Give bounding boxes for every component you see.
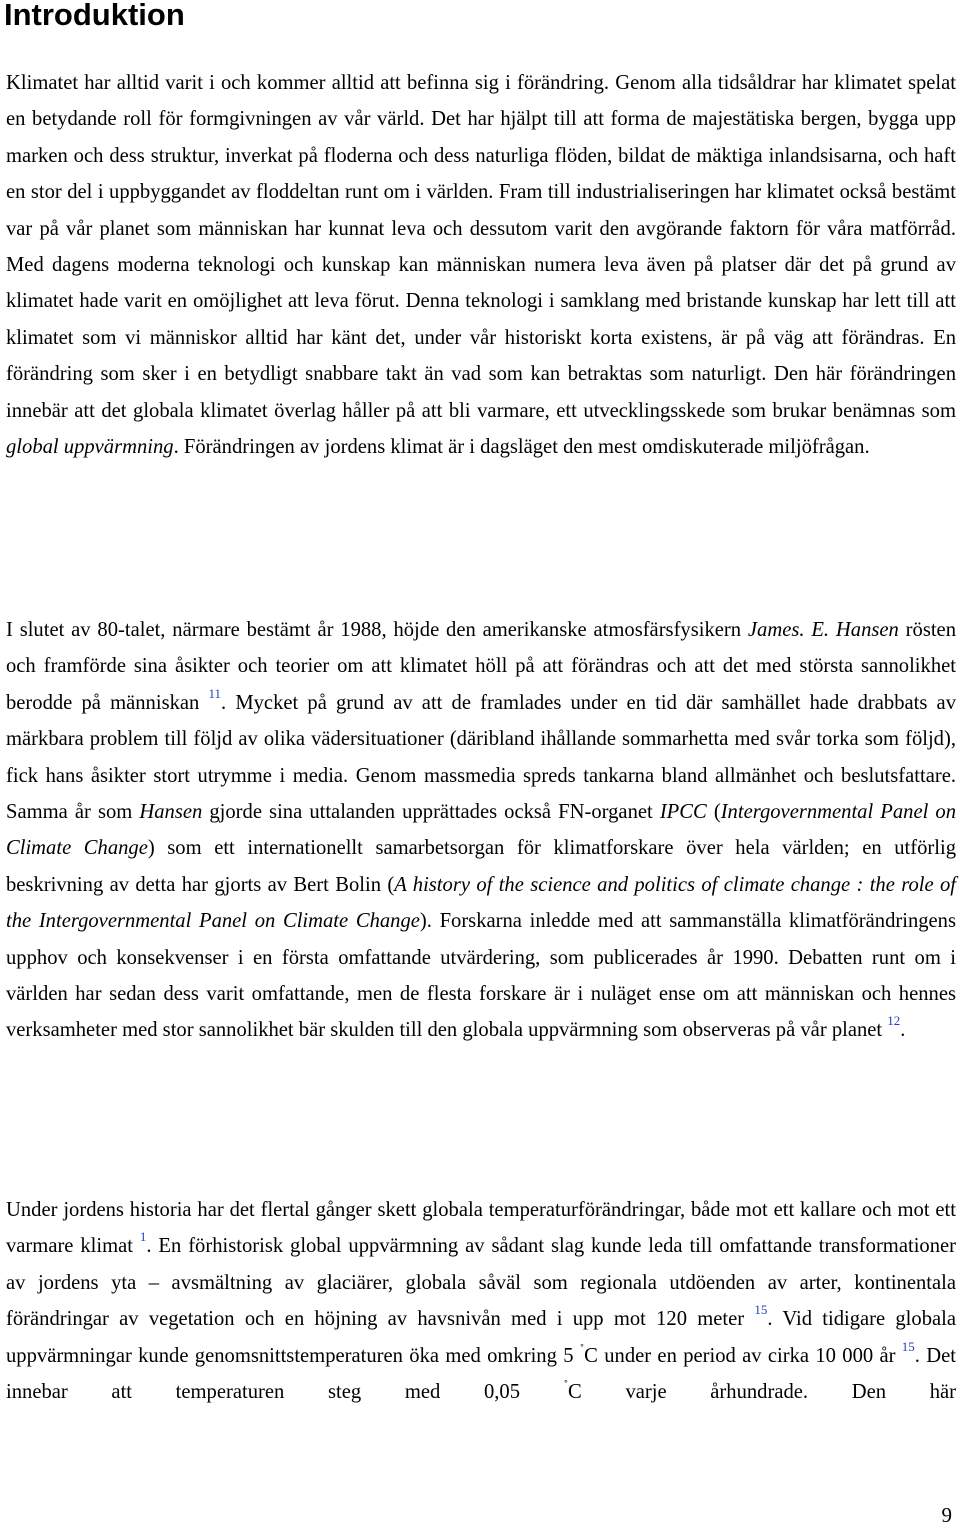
emphasis-term: global uppvärmning bbox=[6, 436, 174, 459]
footnote-reference[interactable]: 12 bbox=[887, 1013, 901, 1029]
person-name: Hansen bbox=[139, 801, 203, 824]
paragraph-climate-change-intro bbox=[6, 65, 956, 465]
page-title: Introduktion bbox=[4, 0, 185, 32]
paragraph-text: Under jordens historia har det flertal gånger skett globala temperaturförändringar, både mot ett kallare och mot ett varmare klimat bbox=[6, 1199, 956, 1258]
page-number: 9 bbox=[941, 1503, 952, 1527]
footnote-reference[interactable]: 15 bbox=[754, 1302, 768, 1318]
paragraph-text: gjorde sina uttalanden upprättades också FN-organet bbox=[202, 801, 660, 824]
paragraph-text: ). Forskarna inledde med att sammanställa klimatförändringens upphov och konsekvenser i en första omfattande utvärdering, som publicerades år 1990. Debatten runt om i världen har sedan dess varit omfattande, men de flesta forskare är i nuläget ense om att människan och hennes verksamheter med stor sannolikhet bär skulden till den globala uppvärmning som observeras på vår planet bbox=[6, 910, 956, 1042]
footnote-reference[interactable]: 1 bbox=[139, 1229, 147, 1245]
paragraph-text: rösten och framförde sina åsikter och teorier om att klimatet höll på att förändras och att det med största sannolikhet berodde på människan bbox=[6, 619, 956, 714]
paragraph-text: Klimatet har alltid varit i och kommer alltid att befinna sig i förändring. Genom alla tidsåldrar har klimatet spelat en betydande roll för formgivningen av vår värld. Det har hjälpt till att forma de majestätiska bergen, bygga upp marken och dess struktur, inverkat på floderna och dess naturliga flöden, bildat de mäktiga inlandsisarna, och haft en stor del i uppbyggandet av floddeltan runt om i världen. Fram till industrialiseringen har klimatet också bestämt var på vår planet som människan har kunnat leva och dessutom varit den avgörande faktorn för våra matförråd. Med dagens moderna teknologi och kunskap kan människan numera leva även på platser där det på grund av klimatet hade varit en omöjlighet att leva förut. Denna teknologi i samklang med bristande kunskap har lett till att klimatet som vi människor alltid har känt det, under vår historiskt korta existens, är på väg att förändras. En förändring som sker i en betydligt snabbare takt än vad som kan betraktas som naturligt. Den här förändringen innebär att det globala klimatet överlag håller på att bli varmare, ett utvecklingsskede som brukar benämnas som bbox=[6, 72, 956, 422]
paragraph-text: . Vid tidigare globala uppvärmningar kunde genomsnittstemperaturen öka med omkring 5 bbox=[6, 1308, 956, 1367]
footnote-reference[interactable]: 15 bbox=[901, 1338, 915, 1354]
paragraph-hansen-ipcc bbox=[6, 612, 956, 1049]
paragraph-text: C under en period av cirka 10 000 år bbox=[584, 1344, 902, 1367]
paragraph-text: ) som ett internationellt samarbetsorgan för klimatforskare över hela världen; en utförlig beskrivning av detta har gjorts av Bert Bolin ( bbox=[6, 837, 956, 896]
paragraph-text: . Förändringen av jordens klimat är i dagsläget den mest omdiskuterade miljöfrågan. bbox=[173, 436, 870, 459]
paragraph-text: C varje århundrade. Den här bbox=[568, 1381, 956, 1404]
organization-name: Intergovernmental Panel on Climate Change bbox=[6, 801, 956, 860]
footnote-reference[interactable]: 11 bbox=[208, 685, 222, 701]
paragraph-historical-warming bbox=[6, 1192, 956, 1410]
paragraph-text: . En förhistorisk global uppvärmning av sådant slag kunde leda till omfattande transformationer av jordens yta – avsmältning av glaciärer, globala såväl som regionala utdöenden av arter, kontinentala förändringar av vegetation och en höjning av havsnivån med i upp mot 120 meter bbox=[6, 1235, 957, 1331]
person-name: James. E. Hansen bbox=[747, 619, 899, 641]
degree-symbol: ˚ bbox=[579, 1340, 585, 1356]
paragraph-text: I slutet av 80-talet, närmare bestämt år 1988, höjde den amerikanske atmosfärsfysikern bbox=[6, 619, 748, 641]
paragraph-text: . bbox=[900, 1019, 906, 1042]
degree-symbol: ˚ bbox=[563, 1377, 569, 1393]
organization-acronym: IPCC bbox=[659, 801, 707, 824]
paragraph-text: . Mycket på grund av att de framlades under en tid där samhället hade drabbats av märkbara problem till följd av olika vädersituationer (däribland ihållande sommarhetta med svår torka som följd), fick hans åsikter stort utrymme i media. Genom massmedia spreds tankarna bland allmänhet och beslutsfattare. Samma år som bbox=[6, 691, 956, 824]
paragraph-text: ( bbox=[706, 801, 721, 824]
book-title: A history of the science and politics of climate change : the role of the Intergovernmental Panel on Climate Change bbox=[6, 873, 956, 933]
paragraph-text: . Det innebar att temperaturen steg med 0,05 bbox=[6, 1344, 956, 1404]
